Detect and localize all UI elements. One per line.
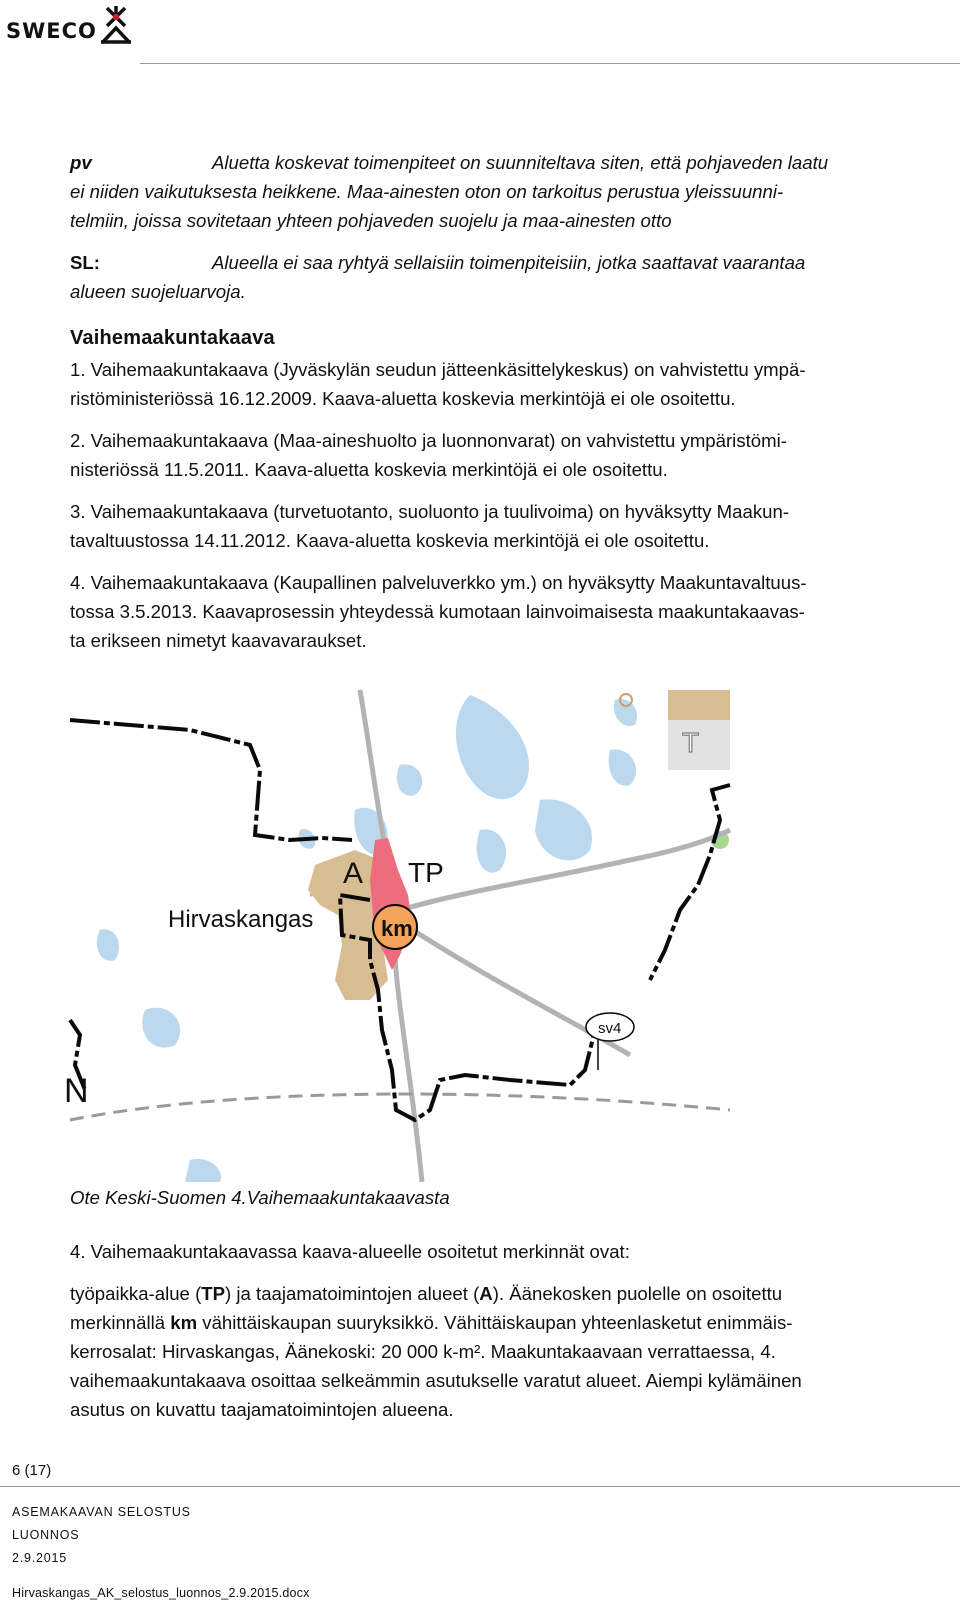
post-map-text: [70, 1237, 956, 1424]
definition-sl: [70, 248, 956, 306]
body-text: [70, 148, 956, 655]
paragraph-line: 1. Vaihemaakuntakaava (Jyväskylän seudun jätteenkäsittelykeskus) on vahvistettu ympä-: [70, 359, 806, 380]
definition-line: telmiin, joissa sovitetaan yhteen pohjaveden suojelu ja maa-ainesten otto: [70, 210, 672, 231]
bold-run: A: [479, 1283, 493, 1304]
plan-map-svg: [64, 690, 730, 1182]
definition-pv: [70, 148, 956, 235]
text-run: merkinnällä: [70, 1312, 171, 1333]
paragraph-line: 4. Vaihemaakuntakaava (Kaupallinen palveluverkko ym.) on hyväksytty Maakuntavaltuus-: [70, 572, 807, 593]
definition-text: Alueella ei saa ryhtyä sellaisiin toimenpiteisiin, jotka saattavat vaarantaa: [212, 252, 806, 273]
page-header: [0, 0, 960, 64]
text-run: työpaikka-alue (: [70, 1283, 202, 1304]
paragraph-line: vaihemaakuntakaava osoittaa selkeämmin asutukselle varatut alueet. Aiempi kylämäinen: [70, 1370, 802, 1391]
text-run: ). Äänekosken puolelle on osoitettu: [492, 1283, 783, 1304]
label-hirvaskangas: Hirvaskangas: [168, 906, 314, 933]
paragraph-line: ta erikseen nimetyt kaavavaraukset.: [70, 630, 367, 651]
paragraph-line: asutus on kuvattu taajamatoimintojen alueena.: [70, 1399, 454, 1420]
sweco-mark-icon: [99, 4, 133, 44]
intro-line: 4. Vaihemaakuntakaavassa kaava-alueelle osoitetut merkinnät ovat:: [70, 1241, 630, 1262]
paragraph: [70, 1279, 956, 1424]
footer-date: 2.9.2015: [12, 1551, 68, 1565]
label-a: A: [343, 857, 364, 890]
paragraph: [70, 355, 956, 413]
definition-term: pv: [70, 152, 92, 173]
paragraph-line: tavaltuustossa 14.11.2012. Kaava-aluetta koskevia merkintöjä ei ole osoitettu.: [70, 530, 710, 551]
footer-status: LUONNOS: [12, 1528, 80, 1542]
paragraph-line: nisteriössä 11.5.2011. Kaava-aluetta koskevia merkintöjä ei ole osoitettu.: [70, 459, 668, 480]
text-run: ) ja taajamatoimintojen alueet (: [225, 1283, 480, 1304]
label-n: N: [64, 1072, 89, 1110]
paragraph-line: ristöministeriössä 16.12.2009. Kaava-aluetta koskevia merkintöjä ei ole osoitettu.: [70, 388, 736, 409]
paragraph: [70, 497, 956, 555]
paragraph: [70, 426, 956, 484]
header-rule: [140, 63, 960, 64]
definition-line: ei niiden vaikutuksesta heikkene. Maa-ainesten oton on tarkoitus perustua yleissuunni-: [70, 181, 784, 202]
footer-doc-type: ASEMAKAAVAN SELOSTUS: [12, 1505, 191, 1519]
text-run: vähittäiskaupan suuryksikkö. Vähittäiskaupan yhteenlasketut enimmäis-: [197, 1312, 793, 1333]
paragraph: [70, 568, 956, 655]
bold-run: TP: [201, 1283, 226, 1304]
label-t: T: [682, 727, 700, 758]
map-caption: Ote Keski-Suomen 4.Vaihemaakuntakaavasta: [70, 1187, 450, 1208]
bold-run: km: [170, 1312, 198, 1333]
paragraph-line: tossa 3.5.2013. Kaavaprosessin yhteydessä kumotaan lainvoimaisesta maakuntakaavas-: [70, 601, 805, 622]
paragraph-line: 3. Vaihemaakuntakaava (turvetuotanto, suoluonto ja tuulivoima) on hyväksytty Maakun-: [70, 501, 790, 522]
logo-text: SWECO: [6, 19, 97, 43]
footer-rule: [0, 1486, 960, 1487]
label-sv4: sv4: [598, 1020, 622, 1037]
section-heading: Vaihemaakuntakaava: [70, 327, 275, 349]
paragraph-line: kerrosalat: Hirvaskangas, Äänekoski: 20 000 k-m². Maakuntakaavaan verrattaessa, 4.: [70, 1341, 776, 1362]
label-tp: TP: [408, 857, 444, 888]
definition-text: Aluetta koskevat toimenpiteet on suunniteltava siten, että pohjaveden laatu: [212, 152, 829, 173]
definition-term: SL:: [70, 252, 100, 273]
page-number: 6 (17): [12, 1462, 52, 1479]
plan-map: [64, 690, 730, 1182]
definition-line: alueen suojeluarvoja.: [70, 281, 246, 302]
label-km: km: [381, 916, 413, 941]
paragraph-line: 2. Vaihemaakuntakaava (Maa-aineshuolto ja luonnonvarat) on vahvistettu ympäristömi-: [70, 430, 787, 451]
footer-filename: Hirvaskangas_AK_selostus_luonnos_2.9.2015.docx: [12, 1586, 310, 1600]
sweco-logo: [6, 4, 133, 44]
